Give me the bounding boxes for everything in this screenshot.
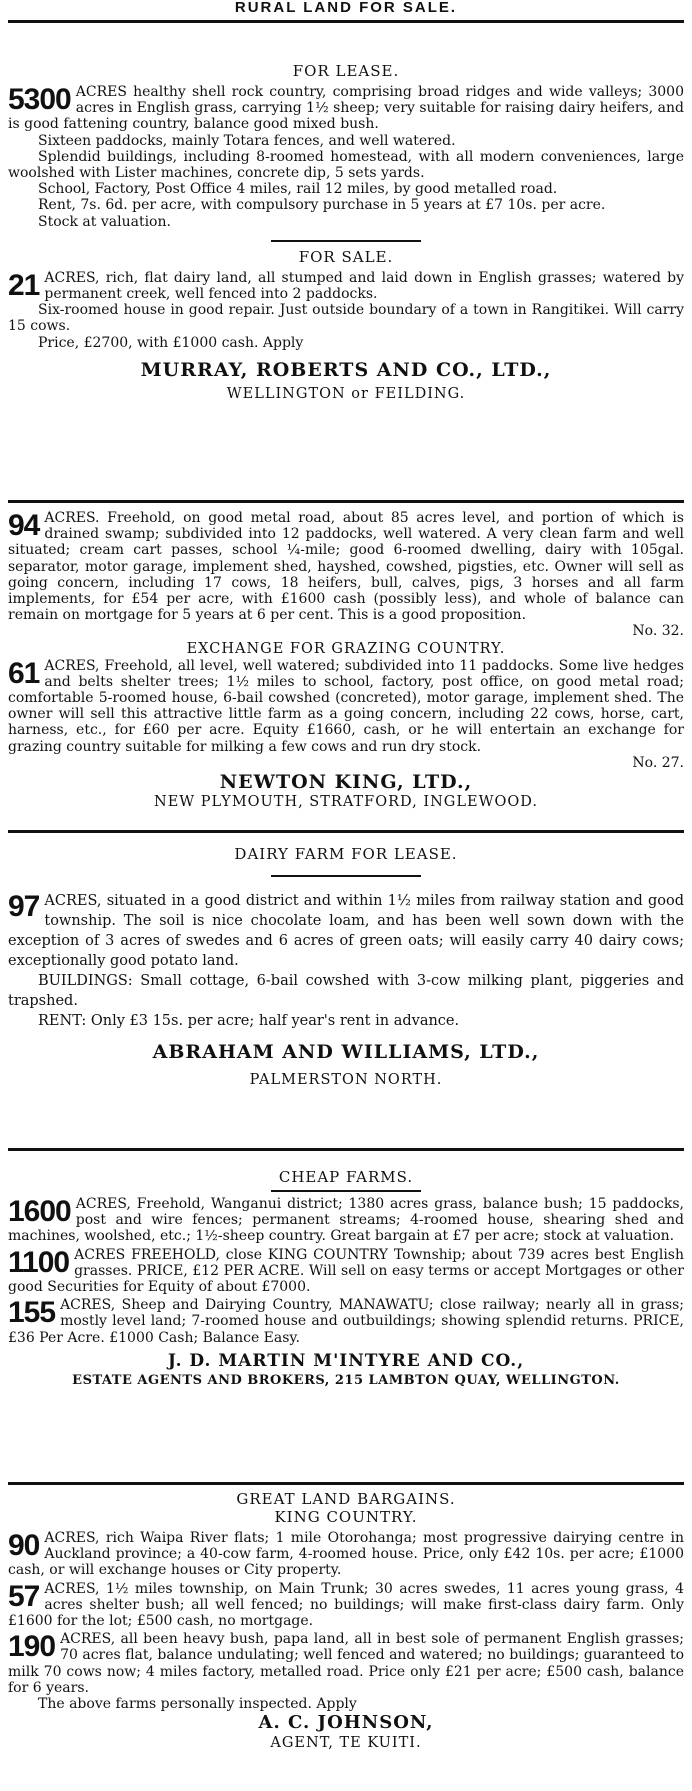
ad-5300-acres (8, 84, 684, 230)
ad-21-acres (8, 270, 684, 351)
ad-text: ACRES. Freehold, on good metal road, about 85 acres level, and portion of which is drained swamp; subdivided into 12 paddocks, well watered. A very clean farm and well situated; cream cart passes, school ¼-mile; good 6-roomed dwelling, dairy with 105gal. separator, motor garage, implement shed, hayshed, cowshed, pigsties, etc. Owner will sell as going concern, including 17 cows, 18 heifers, bull, calves, pigs, 3 horses and all farm implements, for £54 per acre, with £1600 cash (possibly less), and whole of balance can remain on mortgage for 5 years at 6 per cent. This is a good proposition. (8, 510, 684, 624)
lead-number: 1600 (8, 1195, 71, 1228)
ad-text: Six-roomed house in good repair. Just outside boundary of a town in Rangitikei. Will carry 15 cows. (8, 302, 684, 335)
dairy-lease-heading: DAIRY FARM FOR LEASE. (234, 845, 458, 863)
section-rule (8, 1148, 684, 1151)
short-rule (271, 1190, 421, 1192)
ad-text: ACRES, Freehold, all level, well watered; subdivided into 11 paddocks. Some live hedges and belts shelter trees; 1½ miles to school, factory, post office, on good metal road; comfortable 5-roomed house, 6-bail cowshed (concreted), motor garage, implement shed. The owner will sell this attractive little farm as a going concern, including 22 cows, horse, cart, harness, etc., for £60 per acre. Equity £1660, cash, or he will entertain an exchange for grazing country suitable for milking a few cows and run dry stock. (8, 657, 684, 755)
section-rule (8, 500, 684, 503)
lead-number: 97 (8, 890, 40, 923)
ad-190-acres (8, 1631, 684, 1712)
agent-location: NEW PLYMOUTH, STRATFORD, INGLEWOOD. (154, 794, 538, 811)
agent-location: AGENT, TE KUITI. (270, 1735, 422, 1752)
header-rule (8, 20, 684, 23)
ad-155-acres (8, 1297, 684, 1346)
ad-text: ACRES, rich, flat dairy land, all stumped and laid down in English grasses; watered by permanent creek, well fenced into 2 paddocks. (44, 269, 684, 303)
short-rule (271, 240, 421, 242)
ad-abraham-williams (8, 845, 684, 1089)
lead-number: 61 (8, 656, 40, 690)
ad-94-acres (8, 510, 684, 640)
agent-name: J. D. MARTIN M'INTYRE AND CO., (167, 1350, 525, 1371)
lead-number: 21 (8, 268, 40, 302)
ad-text: ACRES, situated in a good district and within 1½ miles from railway station and good township. The soil is nice chocolate loam, and has been well sown down with the exception of 3 acres of swedes and 6 acres of green oats; will easily carry 40 dairy cows; exceptionally good potato land. (8, 893, 684, 969)
ad-text: ACRES, rich Waipa River flats; 1 mile Otorohanga; most progressive dairying centre in Auckland province; a 40-cow farm, 4-roomed house. Price, only £42 10s. per acre; £1000 cash, or will exchange houses or City property. (8, 1530, 684, 1579)
for-sale-heading: FOR SALE. (298, 247, 394, 266)
ad-text: ACRES FREEHOLD, close KING COUNTRY Township; about 739 acres best English grasses. PRICE, £12 PER ACRE. Will sell on easy terms or accept Mortgages or other good Securities for Equity of about £7000. (8, 1246, 684, 1296)
ad-97-acres (8, 891, 684, 1031)
ad-text: ACRES, Freehold, Wanganui district; 1380 acres grass, balance bush; 15 paddocks, post and wire fences; permanent streams; 4-roomed house, shearing shed and machines, woolshed, etc.; 1½-sheep country. Great bargain at £7 per acre; stock at valuation. (8, 1196, 684, 1245)
ad-text: BUILDINGS: Small cottage, 6-bail cowshed with 3-cow milking plant, piggeries and trapshed. (8, 973, 684, 1009)
agent-location: WELLINGTON or FEILDING. (226, 385, 466, 402)
agent-location: ESTATE AGENTS AND BROKERS, 215 LAMBTON QUAY, WELLINGTON. (72, 1372, 620, 1388)
ad-61-acres (8, 658, 684, 771)
ad-ac-johnson (8, 1490, 684, 1752)
ad-1100-acres (8, 1247, 684, 1296)
ad-text: Rent, 7s. 6d. per acre, with compulsory purchase in 5 years at £7 10s. per acre. (38, 197, 606, 214)
ad-90-acres (8, 1530, 684, 1579)
ad-text: ACRES, all been heavy bush, papa land, all in best sole of permanent English grasses; 70 acres flat, balance undulating; well fenced and watered; no buildings; guaranteed to milk 70 cows now; 4 miles factory, metalled road. Price only £21 per acre; £500 cash, balance for 6 years. (8, 1631, 684, 1696)
lead-number: 90 (8, 1529, 40, 1562)
ad-text: Sixteen paddocks, mainly Totara fences, and well watered. (38, 132, 456, 149)
agent-name: ABRAHAM AND WILLIAMS, LTD., (152, 1041, 540, 1063)
section-rule (8, 830, 684, 833)
ad-newton-king (8, 510, 684, 811)
ad-text: Splendid buildings, including 8-roomed homestead, with all modern conveniences, large woolshed with Lister machines, concrete dip, 5 sets yards. (8, 148, 684, 182)
lead-number: 57 (8, 1579, 40, 1613)
ad-text: Price, £2700, with £1000 cash. Apply (38, 334, 304, 351)
ad-text: ACRES, Sheep and Dairying Country, MANAWATU; close railway; nearly all in grass; mostly level land; 7-roomed house and outbuildings; showing splendid returns. PRICE, £36 Per Acre. £1000 Cash; Balance Easy. (8, 1297, 684, 1346)
ad-1600-acres (8, 1196, 684, 1245)
lead-number: 190 (8, 1630, 56, 1664)
ad-reference: No. 27. (632, 754, 684, 771)
lead-number: 1100 (8, 1245, 70, 1279)
lead-number: 94 (8, 509, 40, 542)
lead-number: 155 (8, 1296, 56, 1330)
cheap-farms-heading: CHEAP FARMS. (278, 1168, 414, 1186)
ad-murray-roberts (8, 62, 684, 403)
ad-martin-mcintyre (8, 1168, 684, 1390)
ad-text: School, Factory, Post Office 4 miles, rail 12 miles, by good metalled road. (38, 181, 558, 198)
for-lease-heading: FOR LEASE. (292, 62, 400, 80)
ad-text: ACRES healthy shell rock country, comprising broad ridges and wide valleys; 3000 acres in English grass, carrying 1½ sheep; very suitable for raising dairy heifers, and is good fattening country, balance good mixed bush. (8, 84, 684, 133)
ad-reference: No. 32. (632, 623, 684, 640)
agent-name: A. C. JOHNSON, (258, 1712, 434, 1734)
agent-location: PALMERSTON NORTH. (249, 1072, 443, 1088)
exchange-heading: EXCHANGE FOR GRAZING COUNTRY. (186, 640, 506, 657)
short-rule (271, 875, 421, 877)
ad-text: The above farms personally inspected. Apply (38, 1696, 357, 1713)
king-country-heading: KING COUNTRY. (274, 1508, 418, 1526)
lead-number: 5300 (8, 83, 71, 116)
page-title: RURAL LAND FOR SALE. (234, 0, 458, 16)
agent-name: NEWTON KING, LTD., (219, 771, 473, 794)
ad-text: ACRES, 1½ miles township, on Main Trunk; 30 acres swedes, 11 acres young grass, 4 acres shelter bush; all well fenced; no buildings; will make first-class dairy farm. Only £1600 for the lot; £500 cash, no mortgage. (8, 1580, 684, 1630)
section-rule (8, 1482, 684, 1485)
ad-57-acres (8, 1581, 684, 1630)
page-header (8, 0, 684, 16)
ad-text: Stock at valuation. (38, 213, 171, 230)
agent-name: MURRAY, ROBERTS AND CO., LTD., (140, 358, 552, 381)
ad-text: RENT: Only £3 15s. per acre; half year's rent in advance. (38, 1013, 460, 1029)
bargains-heading: GREAT LAND BARGAINS. (236, 1490, 456, 1508)
